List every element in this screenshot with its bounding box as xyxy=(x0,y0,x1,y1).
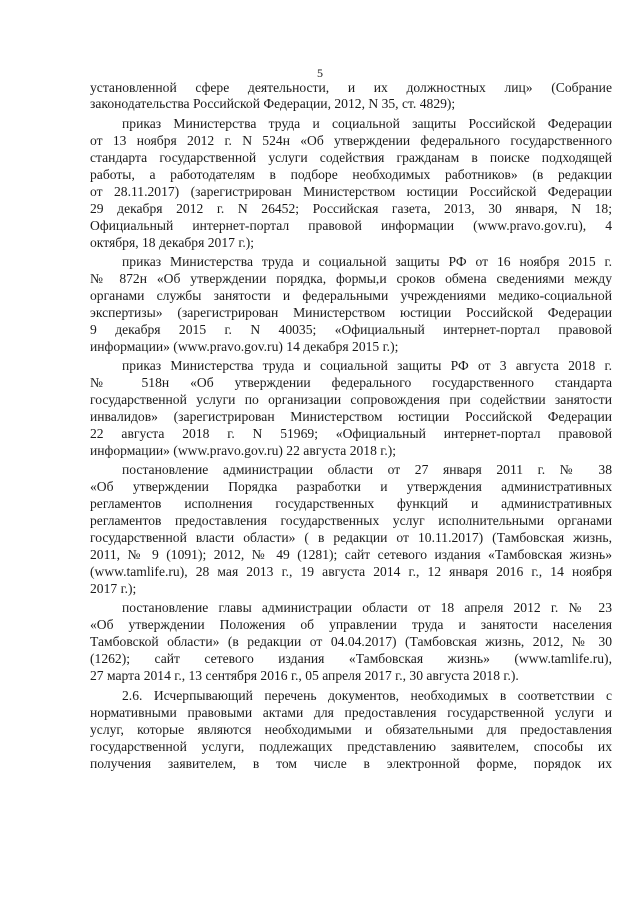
text-line: № 518н «Об утверждении федерального государственного стандарта xyxy=(90,375,612,390)
text-line: приказ Министерства труда и социальной защиты РФ от 16 ноября 2015 г. xyxy=(122,254,612,269)
text-line: 2.6. Исчерпывающий перечень документов, необходимых в соответствии с xyxy=(122,688,612,703)
text-line: приказ Министерства труда и социальной защиты РФ от 3 августа 2018 г. xyxy=(122,358,612,373)
text-line: государственной услуги по организации сопровождения при содействии занятости xyxy=(90,392,612,407)
text-line: 22 августа 2018 г. N 51969; «Официальный интернет-портал правовой xyxy=(90,426,612,441)
text-line: государственной услуги, подлежащих представлению заявителем, способы их xyxy=(90,739,612,754)
text-line: октября, 18 декабря 2017 г.); xyxy=(90,235,255,250)
text-line: получения заявителем, в том числе в электронной форме, порядок их xyxy=(90,756,612,771)
text-line: от 28.11.2017) (зарегистрирован Министерством юстиции Российской Федерации xyxy=(90,184,612,199)
text-line: (www.tamlife.ru), 28 мая 2013 г., 19 августа 2014 г., 12 января 2016 г., 14 ноября xyxy=(90,564,612,579)
text-line: от 13 ноября 2012 г. N 524н «Об утверждении федерального государственного xyxy=(90,133,612,148)
text-line: экспертизы» (зарегистрирован Министерством юстиции Российской Федерации xyxy=(90,305,612,320)
text-line: «Об утверждении Положения об управлении труда и занятости населения xyxy=(90,617,612,632)
text-line: Тамбовской области» (в редакции от 04.04.2017) (Тамбовская жизнь, 2012, № 30 xyxy=(90,634,612,649)
text-line: (1262); сайт сетевого издания «Тамбовская жизнь» (www.tamlife.ru), xyxy=(90,651,612,666)
text-line: 2011, № 9 (1091); 2012, № 49 (1281); сайт сетевого издания «Тамбовская жизнь» xyxy=(90,547,612,562)
text-line: информации» (www.pravo.gov.ru) 14 декабря 2015 г.); xyxy=(90,339,399,354)
text-line: регламентов предоставления государственных услуг исполнительными органами xyxy=(90,513,612,528)
text-line: органами службы занятости и федеральными учреждениями медико-социальной xyxy=(90,288,612,303)
text-line: работы, а работодателям в подборе необходимых работников» (в редакции xyxy=(90,167,612,182)
text-line: Официальный интернет-портал правовой информации (www.pravo.gov.ru), 4 xyxy=(90,218,612,233)
text-line: установленной сфере деятельности, и их должностных лиц» (Собрание xyxy=(90,80,612,95)
text-line: № 872н «Об утверждении порядка, формы,и сроков обмена сведениями между xyxy=(90,271,612,286)
text-line: регламентов исполнения государственных функций и административных xyxy=(90,496,612,511)
text-line: государственной власти области» ( в редакции от 10.11.2017) (Тамбовская жизнь, xyxy=(90,530,612,545)
text-line: инвалидов» (зарегистрирован Министерством юстиции Российской Федерации xyxy=(90,409,612,424)
text-line: стандарта государственной услуги содействия гражданам в поиске подходящей xyxy=(90,150,612,165)
text-line: информации» (www.pravo.gov.ru) 22 августа 2018 г.); xyxy=(90,443,397,458)
text-line: постановление главы администрации области от 18 апреля 2012 г. № 23 xyxy=(122,600,612,615)
text-line: нормативными правовыми актами для предоставления государственной услуги и xyxy=(90,705,612,720)
text-line: 2017 г.); xyxy=(90,581,137,596)
text-line: постановление администрации области от 27 января 2011 г. № 38 xyxy=(122,462,612,477)
text-line: законодательства Российской Федерации, 2012, N 35, ст. 4829); xyxy=(90,96,456,111)
text-line: услуг, которые являются необходимыми и обязательными для предоставления xyxy=(90,722,612,737)
text-line: 27 марта 2014 г., 13 сентября 2016 г., 05 апреля 2017 г., 30 августа 2018 г.). xyxy=(90,668,519,683)
text-line: 29 декабря 2012 г. N 26452; Российская газета, 2013, 30 января, N 18; xyxy=(90,201,612,216)
text-line: 9 декабря 2015 г. N 40035; «Официальный интернет-портал правовой xyxy=(90,322,612,337)
text-line: приказ Министерства труда и социальной защиты Российской Федерации xyxy=(122,116,612,131)
page-number: 5 xyxy=(317,66,323,80)
text-line: «Об утверждении Порядка разработки и утверждения административных xyxy=(90,479,612,494)
